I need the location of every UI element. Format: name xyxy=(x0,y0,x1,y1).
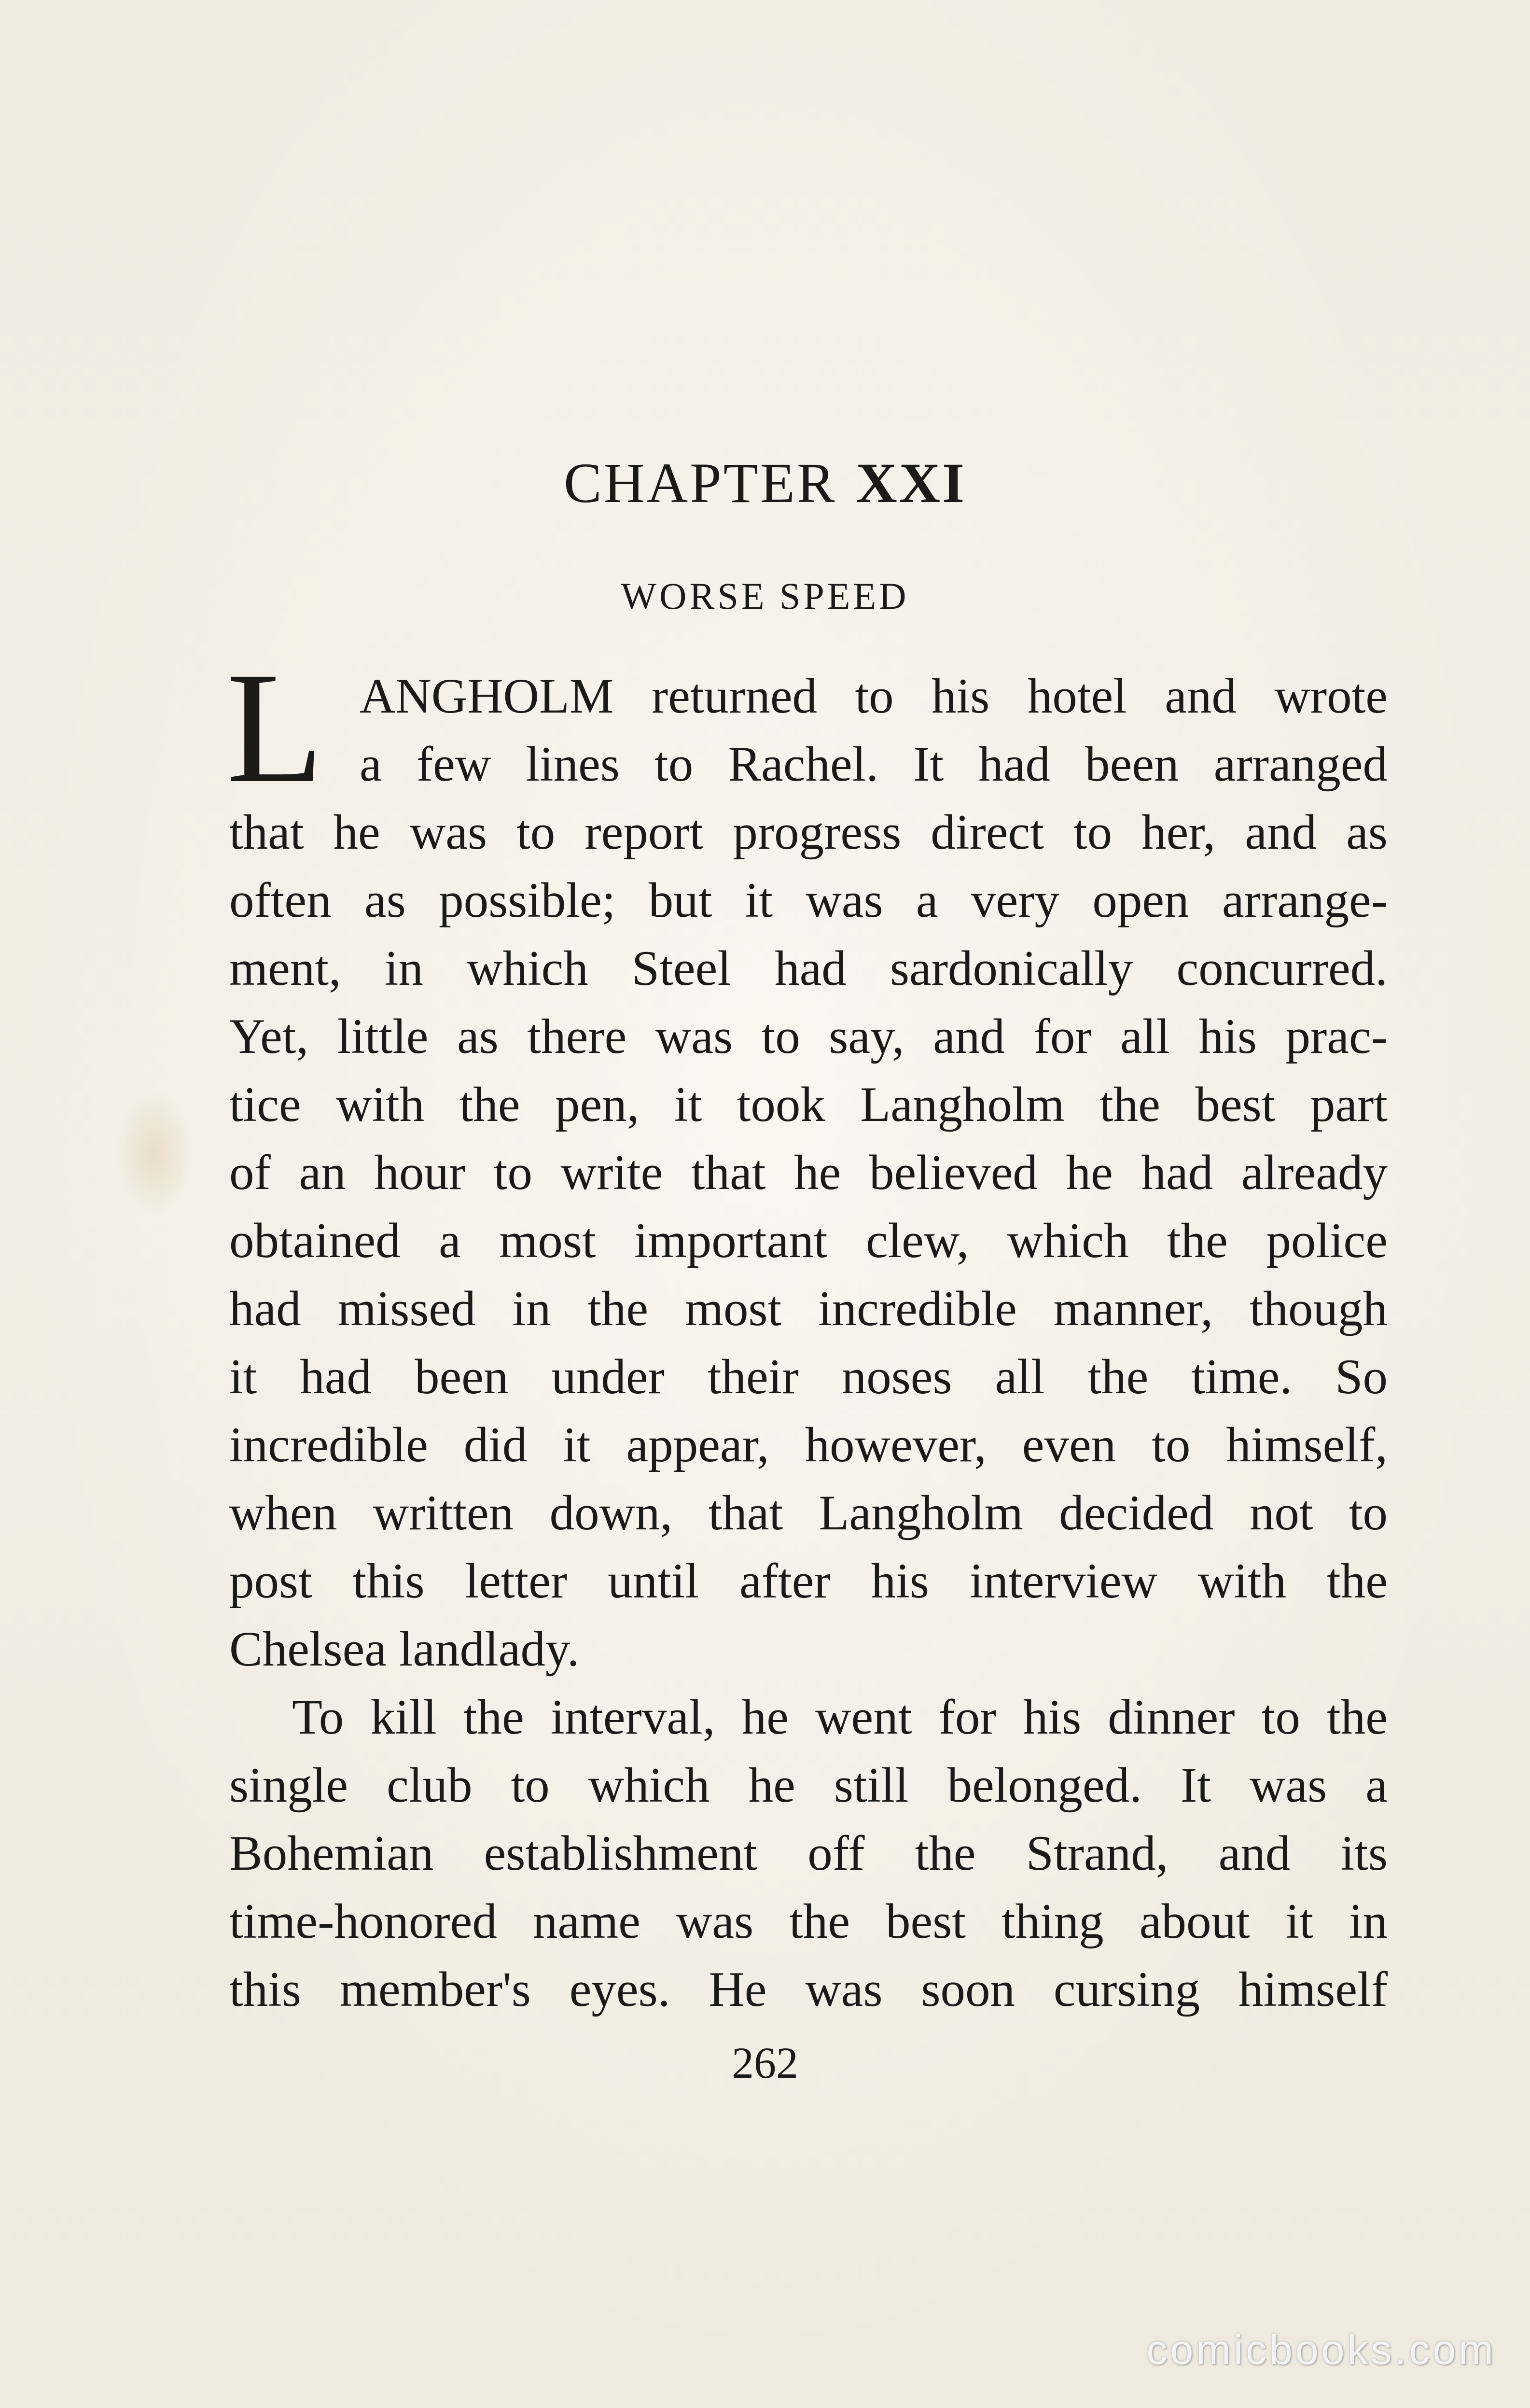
line-text: post this letter until after his interview with the xyxy=(229,1554,1388,1609)
text-line xyxy=(229,798,1388,867)
chapter-number: XXI xyxy=(856,451,966,515)
watermark-logo: comicbooks.com xyxy=(1146,2327,1496,2373)
line-text: that he was to report progress direct to her, and as xyxy=(229,805,1388,860)
text-line xyxy=(229,1003,1388,1071)
text-line xyxy=(229,935,1388,1003)
line-text: ment, in which Steel had sardonically concurred. xyxy=(229,941,1388,996)
line-text: incredible did it appear, however, even to himself, xyxy=(229,1417,1388,1472)
line-text: obtained a most important clew, which the police xyxy=(229,1213,1388,1268)
text-line xyxy=(229,1956,1388,2024)
chapter-body xyxy=(226,640,1388,2024)
page-number: 262 xyxy=(732,2038,798,2087)
text-line xyxy=(229,1207,1388,1275)
text-line xyxy=(229,1479,1388,1547)
line-text: tice with the pen, it took Langholm the best part xyxy=(229,1077,1388,1132)
line-text: single club to which he still belonged. It was a xyxy=(229,1758,1388,1813)
text-line xyxy=(229,1275,1388,1343)
line-text: often as possible; but it was a very open arrange- xyxy=(229,873,1388,928)
line-text: had missed in the most incredible manner, though xyxy=(229,1281,1388,1336)
line-text: of an hour to write that he believed he had already xyxy=(229,1145,1388,1200)
line-text: it had been under their noses all the time. So xyxy=(229,1349,1388,1404)
line-text: when written down, that Langholm decided not to xyxy=(229,1485,1388,1540)
text-line xyxy=(229,1615,1388,1683)
text-line xyxy=(229,1751,1388,1820)
drop-cap: L xyxy=(226,640,324,816)
chapter-label: CHAPTER xyxy=(564,451,837,515)
text-line xyxy=(229,1411,1388,1479)
line-text: Chelsea landlady. xyxy=(229,1622,580,1677)
line-text: a few lines to Rachel. It had been arranged xyxy=(360,737,1388,792)
line-text: Yet, little as there was to say, and for all his prac- xyxy=(229,1009,1388,1064)
line-text: this member's eyes. He was soon cursing himself xyxy=(229,1962,1388,2017)
paper-stain xyxy=(116,1091,193,1217)
text-line xyxy=(229,1888,1388,1956)
line-text: time-honored name was the best thing about it in xyxy=(229,1894,1388,1949)
text-line xyxy=(229,1071,1388,1139)
line-text: Bohemian establishment off the Strand, and its xyxy=(229,1826,1388,1881)
text-line xyxy=(229,1820,1388,1888)
chapter-heading xyxy=(0,449,1530,518)
text-line xyxy=(229,1139,1388,1207)
text-line xyxy=(229,1343,1388,1411)
text-line xyxy=(229,1683,1388,1751)
chapter-subtitle: WORSE SPEED xyxy=(621,575,909,617)
line-text: To kill the interval, he went for his dinner to the xyxy=(292,1690,1388,1745)
text-line xyxy=(229,730,1388,798)
text-line xyxy=(229,1547,1388,1615)
line-text: ANGHOLM returned to his hotel and wrote xyxy=(360,669,1388,724)
text-line xyxy=(229,867,1388,935)
